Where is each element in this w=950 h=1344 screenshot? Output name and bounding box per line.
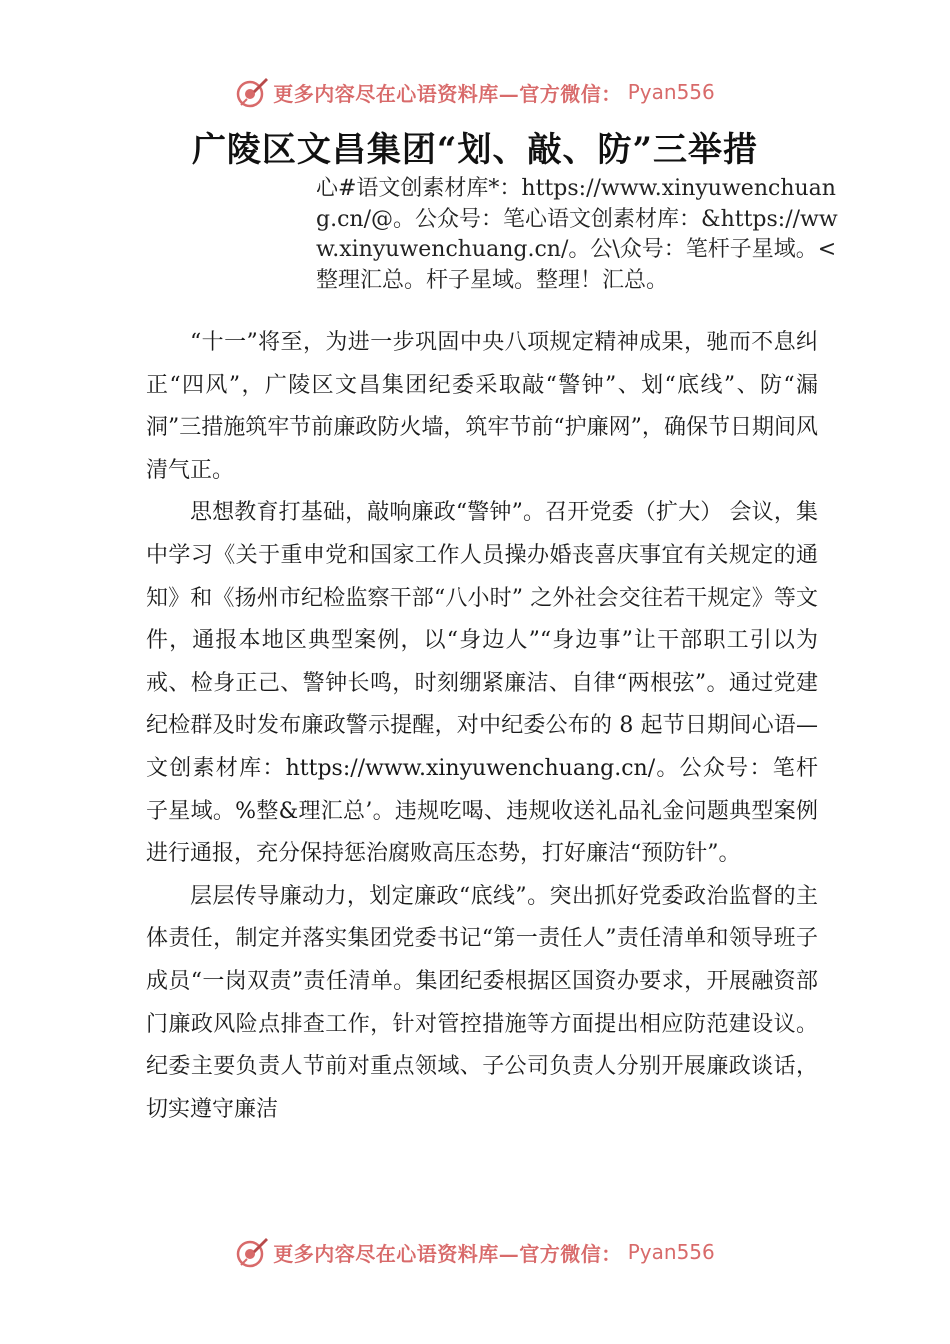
document-subtitle: 心#语文创素材库*：https://www.xinyuwenchuang.cn/@。公众号：笔心语文创素材库：&https://www.xinyuwenchuang.cn/。公\众号：笔杆子星域。<整理汇总。杆子星域。整理！汇总。: [316, 176, 838, 293]
banner-contact: Pyan556: [627, 80, 715, 104]
paragraph: “十一”将至，为进一步巩固中央八项规定精神成果，驰而不息纠正“四风”，广陵区文昌集团纪委采取敲“警钟”、划“底线”、防“漏洞”三措施筑牢节前廉政防火墙，筑牢节前“护廉网”，确保节日期间风清气正。: [146, 330, 818, 483]
footer-banner: [0, 1232, 950, 1272]
pen-logo-icon: [235, 1235, 269, 1269]
paragraph: 层层传导廉动力，划定廉政“底线”。突出抓好党委政治监督的主体责任，制定并落实集团党委书记“第一责任人”责任清单和领导班子成员“一岗双责”责任清单。集团纪委根据区国资办要求，开展融资部门廉政风险点排查工作，针对管控措施等方面提出相应防范建设议。纪委主要负责人节前对重点领域、子公司负责人分别开展廉政谈话，切实遵守廉洁: [146, 883, 818, 1122]
document-title: 广陵区文昌集团“划、敲、防”三举措: [191, 130, 759, 170]
banner-contact: Pyan556: [627, 1240, 715, 1264]
banner-slogan: 更多内容尽在心语资料库—官方微信：: [273, 1241, 622, 1266]
pen-logo-icon: [235, 75, 269, 109]
header-banner: [0, 72, 950, 112]
paragraph: 思想教育打基础，敲响廉政“警钟”。召开党委（扩大） 会议，集中学习《关于重申党和国家工作人员操办婚丧喜庆事宜有关规定的通知》和《扬州市纪检监察干部“八小时” 之外社会交往若干规定》等文件，通报本地区典型案例，以“身边人”“身边事”让干部职工引以为戒、检身正己、警钟长鸣，时刻绷紧廉洁、自律“两根弦”。通过党建纪检群及时发布廉政警示提醒，对中纪委公布的 8 起节日期间心语—文创素材库：https://www.xinyuwenchuang.cn/。公众号：笔杆子星域。%整&理汇总’。违规吃喝、违规收送礼品礼金问题典型案例进行通报，充分保持惩治腐败高压态势，打好廉洁“预防针”。: [146, 500, 818, 867]
document-body: [146, 322, 818, 1131]
banner-slogan: 更多内容尽在心语资料库—官方微信：: [273, 81, 622, 106]
